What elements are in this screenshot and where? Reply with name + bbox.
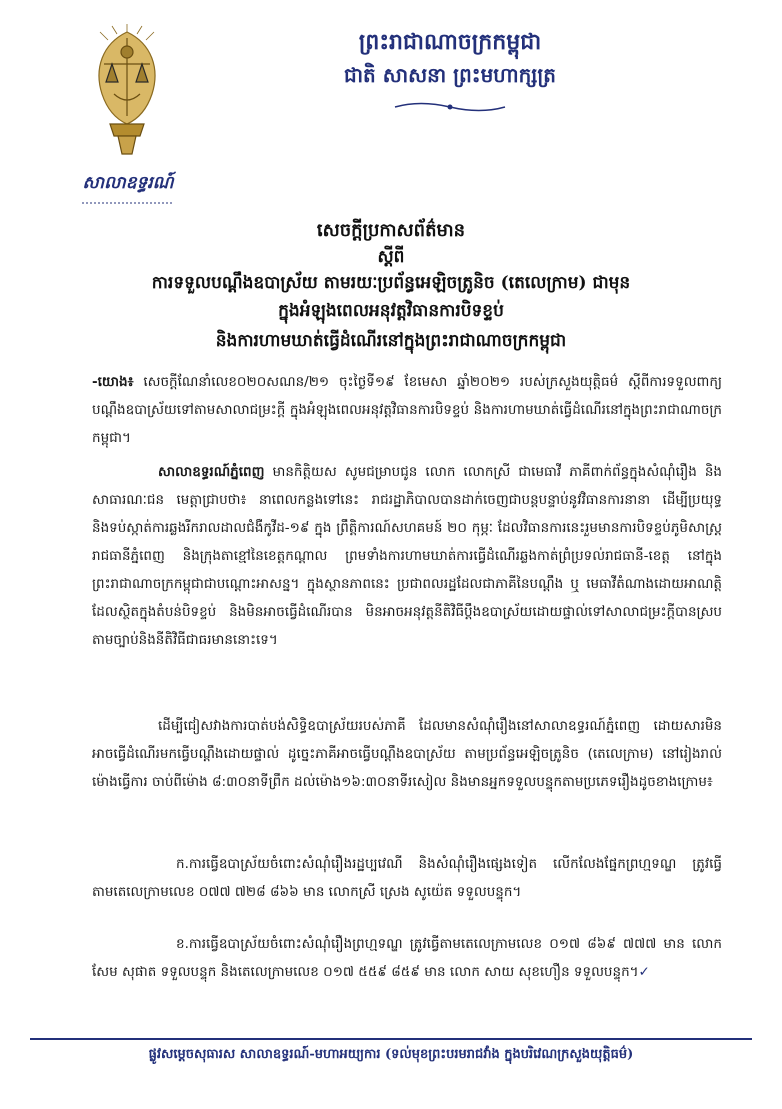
title-subject-line-1: ការទទួលបណ្ដឹងឧបាស្រ័យ តាមរយៈប្រព័ន្ធអេឡិចត្រូនិច (តេលេក្រាម) ជាមុន [151, 273, 631, 293]
motto-ornament [390, 100, 510, 114]
footer-address: ផ្លូវសម្ដេចសុធារស សាលាឧទ្ធរណ៍-មហាអយ្យការ (ទល់មុខព្រះបរមរាជវាំង ក្នុងបរិវេណក្រសួងយុត្តិធម៌) [148, 1047, 634, 1062]
reference-label: -យោង៖ [92, 374, 134, 390]
kingdom-name: ព្រះរាជាណាចក្រកម្ពុជា [358, 29, 542, 55]
court-name: សាលាឧទ្ធរណ៍ [82, 173, 174, 193]
footer-rule [30, 1038, 752, 1040]
paragraph-2: ដើម្បីជៀសវាងការបាត់បង់សិទ្ធិឧបាស្រ័យរបស់ភាគី ដែលមានសំណុំរឿងនៅសាលាឧទ្ធរណ៍ភ្នំពេញ ដោយសារមិនអាចធ្វើដំណើរមកធ្វើបណ្ដឹងដោយផ្ទាល់ ដូច្នេះភាគីអាចធ្វើបណ្ដឹងឧបាស្រ័យ តាមប្រព័ន្ធអេឡិចត្រូនិច (តេលេក្រាម) នៅរៀងរាល់ម៉ោងធ្វើការ ចាប់ពីម៉ោង ៨:៣០នាទីព្រឹក ដល់ម៉ោង១៦:៣០នាទីរសៀល និងមានអ្នកទទួលបន្ទុកតាមប្រភេទរឿងដូចខាងក្រោម៖ [92, 718, 722, 790]
reference-block [92, 368, 722, 452]
list-item-b [92, 930, 722, 986]
handwritten-check-mark: ✓ [638, 964, 650, 980]
announcement-title: សេចក្ដីប្រកាសព័ត៌មាន [316, 220, 466, 241]
court-emblem-logo [82, 24, 172, 164]
title-subject-line-2: ក្នុងអំឡុងពេលអនុវត្តវិធានការបិទខ្ទប់ [278, 301, 504, 321]
list-item-b-text: ខ.ការធ្វើឧបាស្រ័យចំពោះសំណុំរឿងព្រហ្មទណ្ឌ ត្រូវធ្វើតាមតេលេក្រាមលេខ ០១៧ ៨៦៩ ៧៧៧ មាន លោក សែម សុផាត ទទួលបន្ទុក និងតេលេក្រាមលេខ ០១៧ ៥៥៩ ៨៥៩ មាន លោក សាយ សុខហឿន ទទួលបន្ទុក។ [92, 936, 722, 980]
list-item-a: ក.ការធ្វើឧបាស្រ័យចំពោះសំណុំរឿងរដ្ឋប្បវេណី និងសំណុំរឿងផ្សេងទៀត លើកលែងផ្នែកព្រហ្មទណ្ឌ ត្រូវធ្វើតាមតេលេក្រាមលេខ ០៧៧ ៧២៨ ៨៦៦ មាន លោកស្រី ស្រេង សូយ៉េត ទទួលបន្ទុក។ [92, 856, 722, 900]
paragraph-1 [92, 458, 722, 654]
title-regarding: ស្ដីពី [377, 247, 405, 267]
paragraph-1-lead: សាលាឧទ្ធរណ៍ភ្នំពេញ [158, 464, 265, 480]
national-motto: ជាតិ សាសនា ព្រះមហាក្សត្រ [344, 63, 556, 87]
paragraph-1-text: មានកិត្តិយស សូមជម្រាបជូន លោក លោកស្រី ជាមេធាវី ភាគីពាក់ព័ន្ធក្នុងសំណុំរឿង និងសាធារណៈជន មេត្តាជ្រាបថា៖ នាពេលកន្លងទៅនេះ រាជរដ្ឋាភិបាលបានដាក់ចេញជាបន្តបន្ទាប់នូវវិធានការនានា ដើម្បីប្រយុទ្ធនិងទប់ស្កាត់ការឆ្លងរីករាលដាលជំងឺកូវីដ-១៩ ក្នុង ព្រឹត្តិការណ៍សហគមន៍ ២០ កុម្ភៈ ដែលវិធានការនេះរួមមានការបិទខ្ទប់ភូមិសាស្ត្ររាជធានីភ្នំពេញ និងក្រុងតាខ្មៅនៃខេត្តកណ្ដាល ព្រមទាំងការហាមឃាត់ការធ្វើដំណើរឆ្លងកាត់ព្រំប្រទល់រាជធានី-ខេត្ត នៅក្នុងព្រះរាជាណាចក្រកម្ពុជាជាបណ្ដោះអាសន្ន។ ក្នុងស្ថានភាពនេះ ប្រជាពលរដ្ឋដែលជាភាគីនៃបណ្ដឹង ឬ មេធាវីតំណាងដោយអាណត្តិដែលស្ថិតក្នុងតំបន់បិទខ្ទប់ និងមិនអាចធ្វើដំណើរបាន មិនអាចអនុវត្តនីតិវិធីប្ដឹងឧបាស្រ័យដោយផ្ទាល់ទៅសាលាជម្រះក្ដីបានស្របតាមច្បាប់និងនីតិវិធីជាធរមាននោះទេ។ [92, 464, 722, 648]
reference-text: សេចក្ដីណែនាំលេខ០២០សណន/២១ ចុះថ្ងៃទី១៩ ខែមេសា ឆ្នាំ២០២១ របស់ក្រសួងយុត្តិធម៌ ស្ដីពីការទទួលពាក្យបណ្ដឹងឧបាស្រ័យទៅតាមសាលាជម្រះក្ដី ក្នុងអំឡុងពេលអនុវត្តវិធានការបិទខ្ទប់ និងការហាមឃាត់ធ្វើដំណើរនៅក្នុងព្រះរាជាណាចក្រកម្ពុជា។ [92, 374, 722, 446]
court-name-divider [82, 200, 174, 206]
title-subject-line-3: និងការហាមឃាត់ធ្វើដំណើរនៅក្នុងព្រះរាជាណាចក្រកម្ពុជា [215, 331, 567, 351]
